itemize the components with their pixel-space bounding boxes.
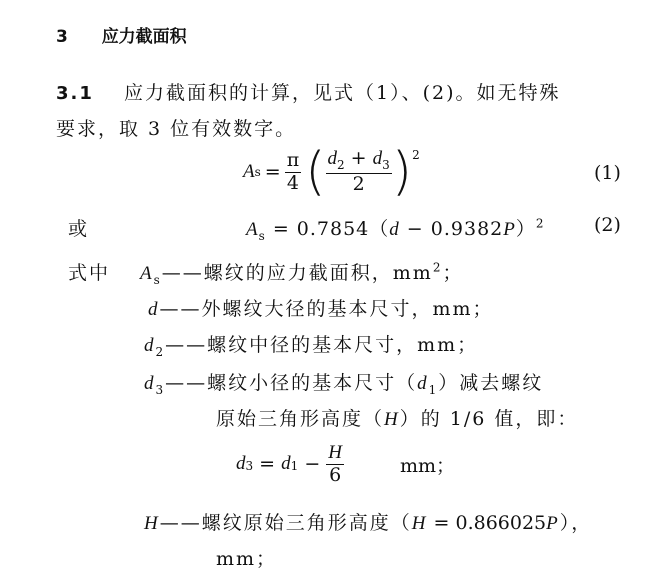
- def-d: [148, 294, 494, 321]
- eq2-lhs: A: [246, 219, 259, 240]
- eq2-prefix: 或: [68, 218, 90, 240]
- eq1-d2-sub: 2: [337, 158, 345, 173]
- eq1-right-paren: ): [391, 142, 413, 202]
- eq1-lhs-sub: s: [254, 165, 261, 179]
- eq1-inner-fraction: [326, 148, 392, 195]
- def-d3-continuation: [216, 404, 578, 431]
- def-d-sym: d: [148, 299, 160, 320]
- eq1-left-paren: (: [305, 142, 326, 202]
- equation-1: [243, 142, 420, 202]
- equation-2: [246, 214, 545, 243]
- section-title: 应力截面积: [101, 27, 187, 47]
- eq1-plus: +: [344, 147, 373, 170]
- eq3-d1: d: [281, 453, 291, 475]
- cont-b: ）的 1/6 值，即：: [399, 408, 579, 430]
- subsection-text-line2: 要求，取 3 位有效数字。: [56, 118, 297, 140]
- cont-a: 原始三角形高度（: [216, 408, 385, 430]
- def-d3: [144, 368, 543, 397]
- cont-H: H: [384, 409, 400, 430]
- def-H-inner: H: [411, 513, 428, 534]
- subsection-text-line1: 应力截面积的计算，见式（1）、(2)。如无特殊: [123, 82, 561, 104]
- eq2-coefficient: = 0.7854（: [265, 218, 390, 240]
- def-d3-inner-sub: 1: [428, 382, 439, 397]
- eq1-lhs: A: [243, 161, 255, 182]
- def-d3-text: ——螺纹小径的基本尺寸（: [165, 372, 418, 394]
- def-d2-text: ——螺纹中径的基本尺寸，mm；: [165, 334, 479, 356]
- eq3-lhs-sub: 3: [245, 458, 254, 473]
- def-H-expr: = 0.866025: [427, 512, 547, 534]
- def-H-text: ——螺纹原始三角形高度（: [159, 512, 412, 534]
- def-d3-inner: d: [417, 373, 429, 394]
- eq1-four: 4: [286, 171, 299, 194]
- eq1-pi-fraction: [285, 150, 302, 195]
- where-label: 式中: [68, 262, 111, 284]
- def-as-sym: A: [140, 263, 154, 284]
- def-d3-sub: 3: [155, 382, 166, 397]
- eq2-lhs-sub: s: [258, 228, 266, 243]
- section-heading: [56, 22, 187, 47]
- def-as: [140, 258, 463, 287]
- def-as-tail: ；: [442, 262, 464, 284]
- def-d3-tail: ）减去螺纹: [438, 372, 544, 394]
- eq2-power: 2: [535, 216, 545, 231]
- eq3-lhs: d: [236, 453, 246, 475]
- def-H: [144, 508, 592, 535]
- def-as-sup: 2: [432, 260, 443, 275]
- eq1-d3-sub: 3: [382, 158, 390, 173]
- eq2-label: (2): [594, 214, 621, 236]
- eq3-d1-sub: 1: [290, 458, 299, 473]
- eq2-d: d: [389, 219, 400, 240]
- eq3-minus: −: [298, 453, 327, 476]
- eq3-unit: mm；: [400, 454, 456, 477]
- def-H-line2: mm；: [216, 548, 278, 570]
- def-as-sub: s: [153, 272, 162, 287]
- equation-3: [236, 442, 455, 487]
- eq1-equals: =: [264, 161, 281, 183]
- eq3-equals: =: [253, 453, 282, 476]
- eq1-two: 2: [352, 172, 365, 195]
- def-d2: [144, 330, 478, 359]
- eq3-six: 6: [329, 463, 342, 486]
- def-as-text: ——螺纹的应力截面积，mm: [161, 262, 433, 284]
- def-d2-sym: d: [144, 335, 156, 356]
- def-H-close: ），: [559, 512, 593, 534]
- eq3-H: H: [328, 442, 343, 463]
- eq2-minus-const: − 0.9382: [399, 218, 504, 240]
- def-H-P: P: [546, 513, 560, 534]
- eq1-label: (1): [594, 162, 621, 184]
- subsection-line1: [56, 78, 561, 105]
- eq1-pi: π: [286, 148, 300, 171]
- eq3-fraction: [326, 442, 344, 487]
- eq2-P: P: [503, 219, 516, 240]
- def-d2-sub: 2: [155, 344, 166, 359]
- eq2-close: ）: [515, 218, 536, 240]
- def-d3-sym: d: [144, 373, 156, 394]
- eq1-d2: d: [327, 148, 337, 170]
- eq1-d3: d: [372, 148, 383, 170]
- def-H-sym: H: [144, 513, 160, 534]
- def-d-text: ——外螺纹大径的基本尺寸，mm；: [159, 298, 494, 320]
- subsection-number: 3.1: [56, 83, 94, 104]
- section-number: 3: [56, 27, 68, 47]
- eq1-power: 2: [412, 148, 420, 162]
